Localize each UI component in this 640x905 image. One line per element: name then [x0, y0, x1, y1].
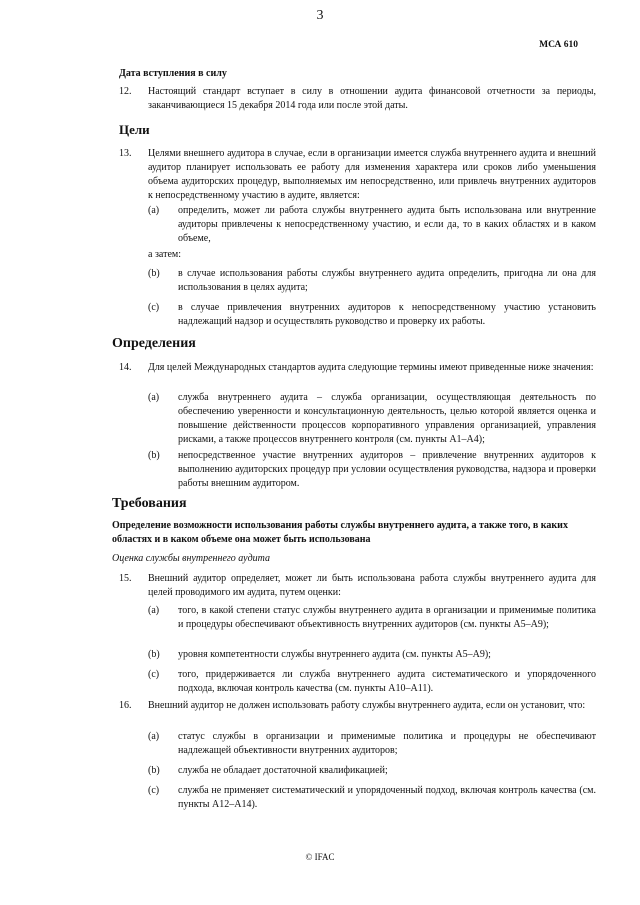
objective-b: в случае использования работы службы внутреннего аудита определить, пригодна ли она для использования в целях аудита;	[178, 268, 596, 293]
requirement-16b: служба не обладает достаточной квалификацией;	[178, 765, 388, 776]
document-code: МСА 610	[539, 40, 578, 50]
list-label: (a)	[148, 205, 160, 216]
objective-c: в случае привлечения внутренних аудиторов к непосредственному участию установить надлежащий надзор и осуществлять руководство и проверку их работы.	[178, 302, 596, 327]
requirements-subheading: Определение возможности использования работы службы внутреннего аудита, а также того, в каких областях и в каком объеме она может быть использована	[112, 520, 568, 545]
definition-b: непосредственное участие внутренних аудиторов – привлечение внутренних аудиторов к выполнению аудиторских процедур при условии осуществления руководства, надзора и проверки работы внешним аудитором.	[178, 450, 596, 489]
objectives-heading: Цели	[119, 122, 150, 137]
objective-a: определить, может ли работа службы внутреннего аудита быть использована или внутренние аудиторы привлечены к непосредственному участию, и если да, то в каких областях и в каком объеме,	[178, 205, 596, 244]
requirements-heading: Требования	[112, 496, 187, 511]
effective-date-heading: Дата вступления в силу	[119, 68, 227, 79]
list-label: (c)	[148, 669, 160, 680]
paragraph-14: Для целей Международных стандартов аудита следующие термины имеют приведенные ниже значения:	[148, 362, 594, 373]
paragraph-number: 13.	[119, 148, 132, 159]
list-label: (b)	[148, 268, 160, 279]
paragraph-15: Внешний аудитор определяет, может ли быть использована работа службы внутреннего аудита для целей проводимого им аудита, путем оценки:	[148, 573, 596, 598]
list-label: (b)	[148, 649, 160, 660]
requirement-15b: уровня компетентности службы внутреннего аудита (см. пункты А5–А9);	[178, 649, 491, 660]
list-label: (c)	[148, 785, 160, 796]
paragraph-16: Внешний аудитор не должен использовать работу службы внутреннего аудита, если он установит, что:	[148, 700, 586, 711]
footer-copyright: © IFAC	[305, 852, 335, 862]
list-label: (b)	[148, 450, 160, 461]
page-number: 3	[316, 8, 324, 23]
italic-subheading: Оценка службы внутреннего аудита	[112, 553, 270, 564]
list-label: (a)	[148, 605, 160, 616]
requirement-15a: того, в какой степени статус службы внутреннего аудита в организации и применимые политика и процедуры обеспечивают объективность внутренних аудиторов (см. пункты А5–А9);	[178, 605, 596, 630]
paragraph-number: 14.	[119, 362, 132, 373]
list-label: (a)	[148, 392, 160, 403]
paragraph-13: Целями внешнего аудитора в случае, если в организации имеется служба внутреннего аудита и внешний аудитор планирует использовать ее работу для изменения характера или сроков либо уменьшения объема аудиторских процедур, выполняемых им непосредственно, или привлечь внутренних аудиторов к непосредственному участию в аудите, является:	[148, 148, 596, 201]
paragraph-number: 15.	[119, 573, 132, 584]
paragraph-number: 16.	[119, 700, 132, 711]
requirement-16c: служба не применяет систематический и упорядоченный подход, включая контроль качества (см. пункты А12–А14).	[178, 785, 596, 810]
list-label: (c)	[148, 302, 160, 313]
paragraph-number: 12.	[119, 86, 132, 97]
paragraph-12: Настоящий стандарт вступает в силу в отношении аудита финансовой отчетности за периоды, заканчивающиеся 15 декабря 2014 года или после этой даты.	[148, 86, 596, 111]
definitions-heading: Определения	[112, 336, 196, 351]
definition-a: служба внутреннего аудита – служба организации, осуществляющая деятельность по обеспечению уверенности и консультационную деятельность, целью которой является оценка и повышение действенности процессов корпоративного управления организацией, управления рисками, а также процессов внутреннего контроля (см. пункты А1–А4);	[178, 392, 596, 445]
then-text: а затем:	[148, 249, 181, 260]
requirement-16a: статус службы в организации и применимые политика и процедуры не обеспечивают надлежащей объективности внутренних аудиторов;	[178, 731, 596, 756]
list-label: (a)	[148, 731, 160, 742]
list-label: (b)	[148, 765, 160, 776]
requirement-15c: того, придерживается ли служба внутреннего аудита систематического и упорядоченного подхода, включая контроль качества (см. пункты А10–А11).	[178, 669, 596, 694]
